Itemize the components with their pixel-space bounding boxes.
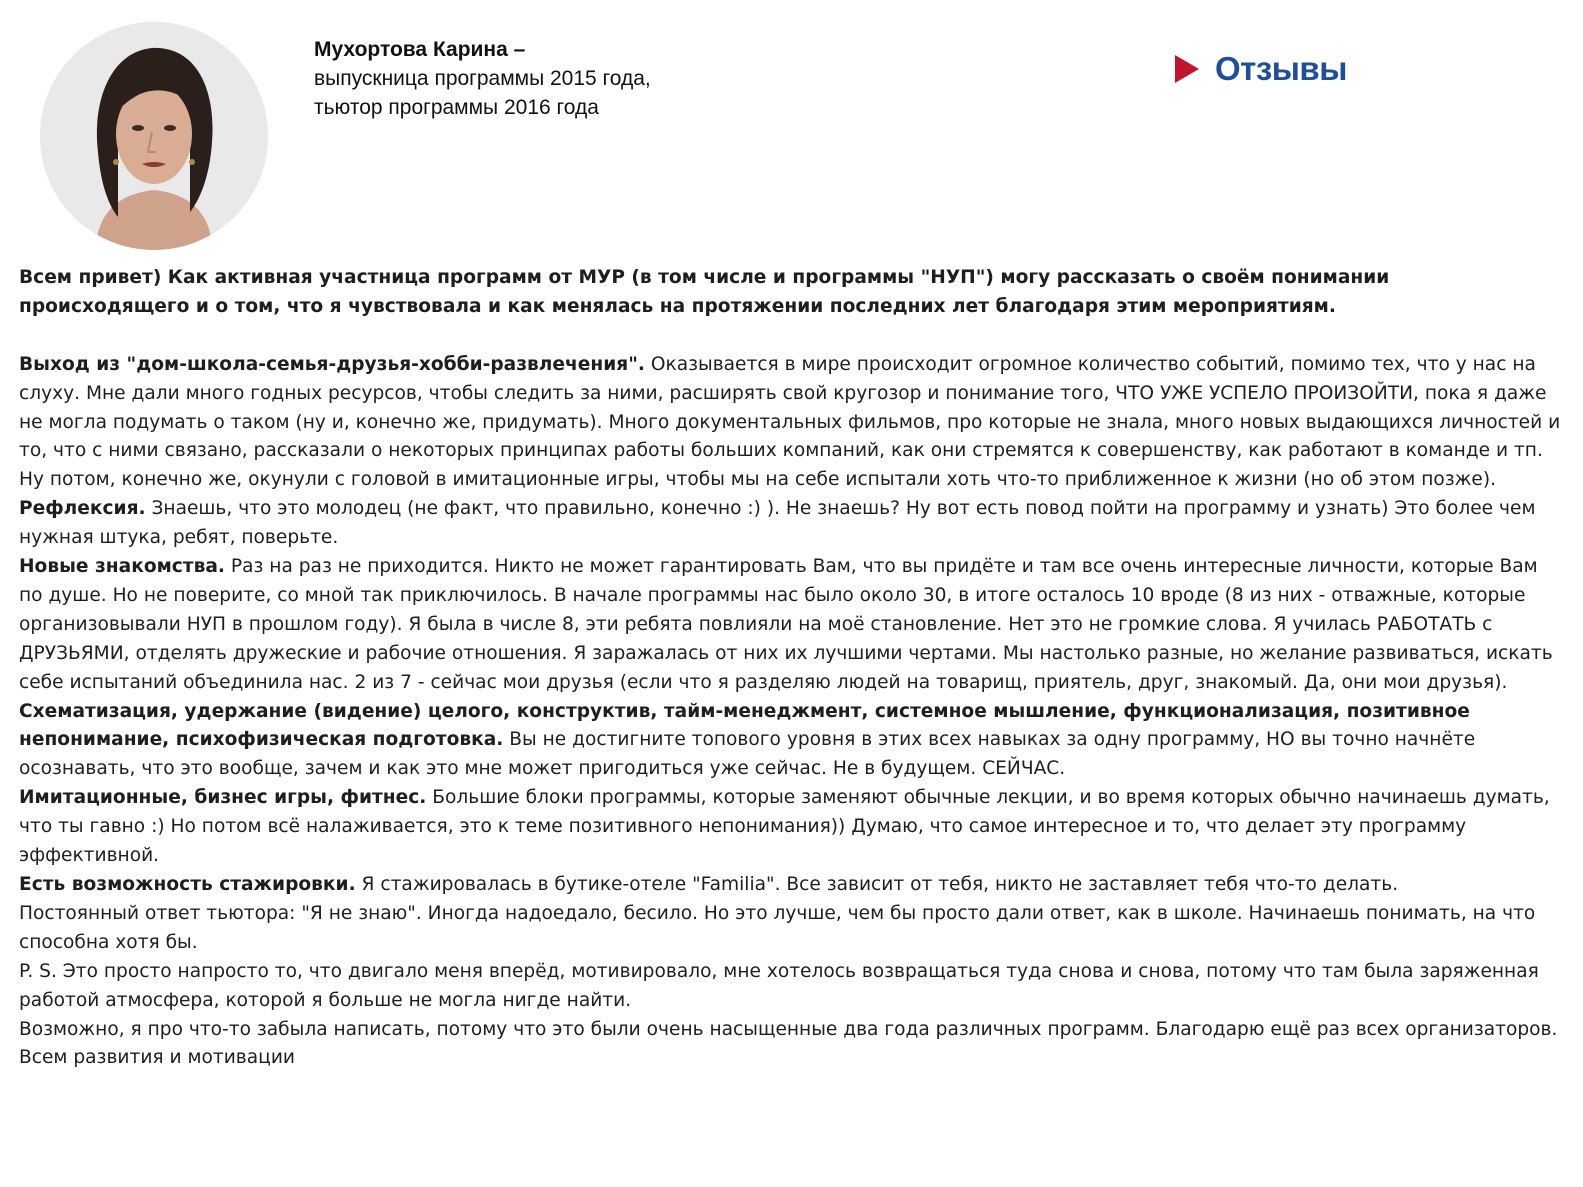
paragraph-heading: Новые знакомства. bbox=[19, 556, 225, 578]
author-name: Мухортова Карина – bbox=[314, 38, 526, 61]
review-text bbox=[19, 264, 1564, 1073]
reviews-heading bbox=[1175, 50, 1347, 88]
review-intro: Всем привет) Как активная участница программ от МУР (в том числе и программы "НУП") могу рассказать о своём понимании происходящего и о том, что я чувствовала и как менялась на протяжении последних лет благодаря этим мероприятиям. bbox=[19, 267, 1390, 317]
paragraph-text: Возможно, я про что-то забыла написать, потому что это были очень насыщенные два года различных программ. Благодарю ещё раз всех организаторов. bbox=[19, 1018, 1558, 1040]
author-photo bbox=[40, 22, 268, 250]
paragraph-text: Знаешь, что это молодец (не факт, что правильно, конечно :) ). Не знаешь? Ну вот есть повод пойти на программу и узнать) Это более чем нужная штука, ребят, поверьте. bbox=[19, 498, 1536, 549]
portrait-illustration bbox=[40, 22, 268, 250]
play-triangle-icon bbox=[1175, 55, 1199, 83]
review-paragraph bbox=[19, 958, 1564, 1016]
review-paragraph bbox=[19, 1016, 1564, 1045]
paragraph-text: Постоянный ответ тьютора: "Я не знаю". Иногда надоедало, бесило. Но это лучше, чем бы просто дали ответ, как в школе. Начинаешь понимать, на что способна хотя бы. bbox=[19, 902, 1536, 953]
review-paragraph bbox=[19, 784, 1564, 871]
paragraph-text: Оказывается в мире происходит огромное количество событий, помимо тех, что у нас на слуху. Мне дали много годных ресурсов, чтобы следить за ними, расширять свой кругозор и понимание того, ЧТО УЖЕ УСПЕЛО ПРОИЗОЙТИ, пока я даже не могла подумать о таком (ну и, конечно же, придумать). Много документальных фильмов, про которые не знала, много новых выдающихся личностей и то, что с ними связано, рассказали о некоторых принципах работы больших компаний, как они стремятся к совершенству, как работают в команде и тп. Ну потом, конечно же, окунули с головой в имитационные игры, чтобы мы на себе испытали хоть что-то приближенное к жизни (но об этом позже). bbox=[19, 353, 1561, 491]
author-role-2: тьютор программы 2016 года bbox=[314, 96, 599, 119]
paragraph-heading: Выход из "дом-школа-семья-друзья-хобби-развлечения". bbox=[19, 353, 645, 375]
review-paragraph bbox=[19, 900, 1564, 958]
paragraph-heading: Имитационные, бизнес игры, фитнес. bbox=[19, 787, 427, 809]
paragraph-text: Большие блоки программы, которые заменяют обычные лекции, и во время которых обычно начинаешь думать, что ты гавно :) Но потом всё налаживается, это к теме позитивного непонимания)) Думаю, что самое интересное и то, что делает эту программу эффективной. bbox=[19, 787, 1550, 867]
author-info bbox=[314, 35, 651, 122]
author-role-1: выпускница программы 2015 года, bbox=[314, 67, 651, 90]
review-paragraph bbox=[19, 351, 1564, 496]
paragraph-heading: Рефлексия. bbox=[19, 498, 146, 520]
review-paragraphs bbox=[19, 351, 1564, 1074]
review-paragraph bbox=[19, 1044, 1564, 1073]
review-paragraph bbox=[19, 698, 1564, 785]
review-paragraph bbox=[19, 495, 1564, 553]
paragraph-text: Я стажировалась в бутике-отеле "Familia". Все зависит от тебя, никто не заставляет тебя что-то делать. bbox=[355, 874, 1399, 896]
review-paragraph bbox=[19, 553, 1564, 698]
paragraph-heading: Есть возможность стажировки. bbox=[19, 874, 356, 896]
paragraph-text: Раз на раз не приходится. Никто не может гарантировать Вам, что вы придёте и там все очень интересные личности, которые Вам по душе. Но не поверите, со мной так приключилось. В начале программы нас было около 30, в итоге осталось 10 вроде (8 из них - отважные, которые организовывали НУП в прошлом году). Я была в числе 8, эти ребята повлияли на моё становление. Нет это не громкие слова. Я училась РАБОТАТЬ с ДРУЗЬЯМИ, отделять дружеские и рабочие отношения. Я заражалась от них их лучшими чертами. Мы настолько разные, но желание развиваться, искать себе испытаний объединила нас. 2 из 7 - сейчас мои друзья (если что я разделяю людей на товарищ, приятель, друг, знакомый. Да, они мои друзья). bbox=[19, 556, 1553, 693]
paragraph-text: Вы не достигните топового уровня в этих всех навыках за одну программу, НО вы точно начнёте осознавать, что это вообще, зачем и как это мне может пригодиться уже сейчас. Не в будущем. СЕЙЧАС. bbox=[19, 729, 1476, 780]
review-paragraph bbox=[19, 871, 1564, 900]
reviews-label: Отзывы bbox=[1215, 50, 1347, 87]
paragraph-text: P. S. Это просто напросто то, что двигало меня вперёд, мотивировало, мне хотелось возвращаться туда снова и снова, потому что там была заряженная работой атмосфера, которой я больше не могла нигде найти. bbox=[19, 960, 1539, 1011]
paragraph-text: Всем развития и мотивации bbox=[19, 1047, 295, 1069]
paragraph-heading: Схематизация, удержание (видение) целого, конструктив, тайм-менеджмент, системное мышление, функционализация, позитивное непонимание, психофизическая подготовка. bbox=[19, 700, 1470, 751]
